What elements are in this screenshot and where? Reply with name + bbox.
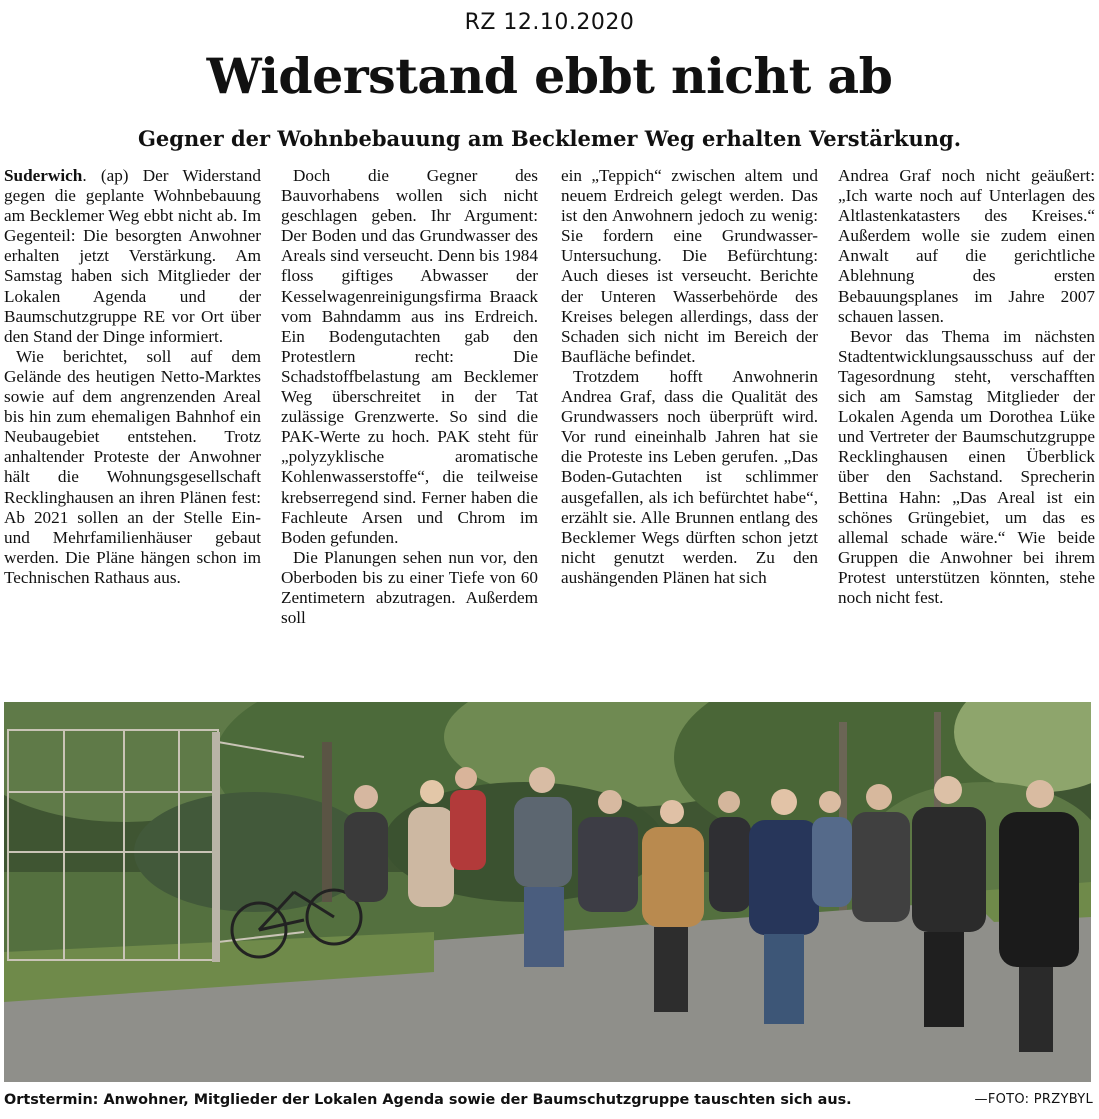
- lead-paragraph: [4, 166, 261, 347]
- article-photo: [4, 702, 1091, 1082]
- caption-lead: Ortstermin:: [4, 1092, 99, 1108]
- paragraph: Die Planungen sehen nun vor, den Oberboden bis zu einer Tiefe von 60 Zentimetern abzutragen. Außerdem soll: [281, 547, 538, 628]
- paragraph: Andrea Graf noch nicht geäußert: „Ich warte noch auf Unterlagen des Altlastenkatasters des Kreises.“ Außerdem wolle sie zudem einen Anwalt auf die gerichtliche Ablehnung des ersten Bebauungsplanes im Jahre 2007 schauen lassen.: [838, 166, 1095, 326]
- paragraph-text: . (ap) Der Widerstand gegen die geplante Wohnbebauung am Becklemer Weg ebbt nicht ab. Im Gegenteil: Die besorgten Anwohner erhalten jetzt Verstärkung. Am Samstag haben sich Mitglieder der Lokalen Agenda und der Baumschutzgruppe RE vor Ort über den Stand der Dinge informiert.: [4, 166, 261, 346]
- paragraph: Trotzdem hofft Anwohnerin Andrea Graf, dass die Qualität des Grundwassers noch überprüft wird. Vor rund eineinhalb Jahren hat sie die Proteste ins Leben gerufen. „Das Boden-Gutachten ist schlimmer ausgefallen, als ich befürchtet habe“, erzählt sie. Alle Brunnen entlang des Becklemer Wegs dürften schon jetzt nicht genutzt werden. Zu den aushängenden Plänen hat sich: [561, 366, 818, 587]
- article-body: [4, 166, 1095, 692]
- article-column-3: [561, 166, 818, 692]
- caption-text: Anwohner, Mitglieder der Lokalen Agenda sowie der Baumschutzgruppe tauschten sich aus.: [98, 1092, 852, 1108]
- paragraph: Doch die Gegner des Bauvorhabens wollen sich nicht geschlagen geben. Ihr Argument: Der Boden und das Grundwasser des Areals sind verseucht. Denn bis 1984 floss giftiges Abwasser der Kesselwagenreinigungsfirma Braack vom Bahndamm aus ins Erdreich. Ein Bodengutachten gab den Protestlern recht: Die Schadstoffbelastung am Becklemer Weg überschreitet in der Tat zulässige Grenzwerte. So sind die PAK-Werte zu hoch. PAK steht für „polyzyklische aromatische Kohlenwasserstoffe“, die teilweise krebserregend sind. Ferner haben die Fachleute Arsen und Chrom im Boden gefunden.: [281, 166, 538, 547]
- article-column-4: [838, 166, 1095, 692]
- location-dateline: Suderwich: [4, 166, 83, 185]
- dateline: RZ 12.10.2020: [464, 10, 635, 35]
- paragraph: Wie berichtet, soll auf dem Gelände des heutigen Netto-Marktes sowie auf dem angrenzenden Areal bis hin zum ehemaligen Bahnhof ein Neubaugebiet entstehen. Trotz anhaltender Proteste der Anwohner hält die Wohnungsgesellschaft Recklinghausen an ihren Plänen fest: Ab 2021 sollen an der Stelle Ein- und Mehrfamilienhäuser gebaut werden. Die Pläne hängen schon im Technischen Rathaus aus.: [4, 346, 261, 587]
- article-column-1: [4, 166, 261, 692]
- paragraph: ein „Teppich“ zwischen altem und neuem Erdreich gelegt werden. Das ist den Anwohnern jedoch zu wenig: Sie fordern eine Grundwasser-Untersuchung. Die Befürchtung: Auch dieses ist verseucht. Berichte der Unteren Wasserbehörde des Kreises belegen allerdings, dass der Schaden sich nicht im Bereich der Baufläche befindet.: [561, 166, 818, 366]
- photo-illustration: [4, 702, 1091, 1082]
- photo-credit: —FOTO: PRZYBYL: [974, 1092, 1093, 1107]
- photo-caption: [4, 1087, 1095, 1113]
- paragraph: Bevor das Thema im nächsten Stadtentwicklungsausschuss auf der Tagesordnung steht, verschafften sich am Samstag Mitglieder der Lokalen Agenda um Dorothea Lüke und Vertreter der Baumschutzgruppe Recklinghausen einen Überblick über den Sachstand. Sprecherin Bettina Hahn: „Das Areal ist ein schönes Grüngebiet, um das es allemal schade wäre.“ Wie beide Gruppen die Anwohner bei ihrem Protest unterstützen könnten, stehe noch nicht fest.: [838, 326, 1095, 607]
- headline: Widerstand ebbt nicht ab: [206, 47, 893, 105]
- article-column-2: [281, 166, 538, 692]
- subheadline: Gegner der Wohnbebauung am Becklemer Weg erhalten Verstärkung.: [137, 126, 962, 151]
